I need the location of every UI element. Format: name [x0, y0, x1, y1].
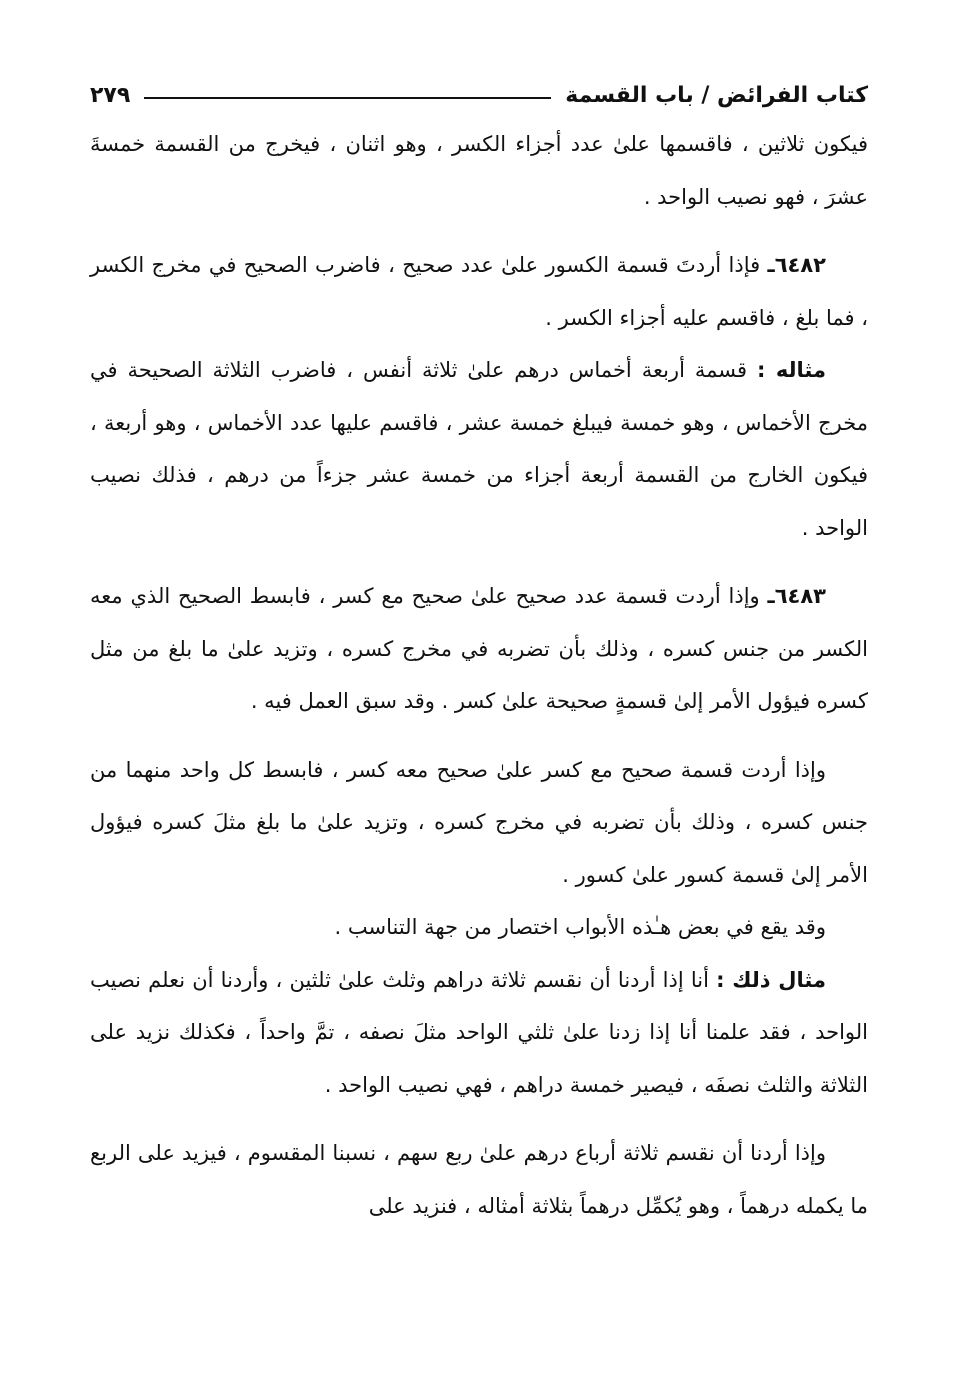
paragraph-example [90, 954, 868, 1112]
paragraph-text: وإذا أردت قسمة عدد صحيح علىٰ صحيح مع كسر ، فابسط الصحيح الذي معه الكسر من جنس كسره ، وذلك بأن تضربه في مخرج كسره ، وتزيد علىٰ ما بلغ من مثل كسره فيؤول الأمر إلىٰ قسمةٍ صحيحة علىٰ كسر . وقد سبق العمل فيه . [90, 584, 868, 713]
paragraph-text: فإذا أردتَ قسمة الكسور علىٰ عدد صحيح ، فاضرب الصحيح في مخرج الكسر ، فما بلغ ، فاقسم عليه أجزاء الكسر . [90, 253, 868, 330]
header-title: كتاب الفرائض / باب القسمة [565, 83, 868, 108]
paragraph-number: ٦٤٨٣ـ [767, 584, 826, 608]
paragraph-text-block [90, 1127, 868, 1232]
paragraph-text: وقد يقع في بعض هـٰذه الأبواب اختصار من جهة التناسب . [334, 915, 826, 939]
header-rule [144, 97, 551, 99]
paragraph-text-block [90, 744, 868, 902]
paragraph-lead: مثاله : [756, 358, 826, 382]
paragraph-6482 [90, 239, 868, 344]
paragraph-number: ٦٤٨٢ـ [767, 253, 826, 277]
paragraph-text: قسمة أربعة أخماس درهم علىٰ ثلاثة أنفس ، فاضرب الثلاثة الصحيحة في مخرج الأخماس ، وهو خمسة فيبلغ خمسة عشر ، فاقسم عليها عدد الأخماس ، وهو أربعة ، فيكون الخارج من القسمة أربعة أجزاء من خمسة عشر جزءاً من درهم ، فذلك نصيب الواحد . [90, 358, 868, 540]
paragraph-text: أنا إذا أردنا أن نقسم ثلاثة دراهم وثلث علىٰ ثلثين ، وأردنا أن نعلم نصيب الواحد ، فقد علمنا أنا إذا زدنا علىٰ ثلثي الواحد مثلَ نصفه ، تمَّ واحداً ، فكذلك نزيد على الثلاثة والثلث نصفَه ، فيصير خمسة دراهم ، فهي نصيب الواحد . [90, 967, 868, 1097]
book-page [90, 72, 868, 1232]
paragraph-text: وإذا أردت قسمة صحيح مع كسر علىٰ صحيح معه كسر ، فابسط كل واحد منهما من جنس كسره ، وذلك بأن تضربه في مخرج كسره ، وتزيد علىٰ ما بلغ مثلَ كسره فيؤول الأمر إلىٰ قسمة كسور علىٰ كسور . [90, 757, 868, 887]
page-body [90, 118, 868, 1232]
paragraph-6483 [90, 570, 868, 728]
paragraph-lead: مثال ذلك : [716, 967, 826, 992]
paragraph-text-block [90, 901, 868, 954]
paragraph-example [90, 344, 868, 554]
paragraph-text: وإذا أردنا أن نقسم ثلاثة أرباع درهم علىٰ ربع سهم ، نسبنا المقسوم ، فيزيد على الربع ما يكمله درهماً ، وهو يُكمِّل درهماً بثلاثة أمثاله ، فنزيد على [90, 1141, 868, 1218]
page-number: ٢٧٩ [90, 83, 131, 108]
paragraph-continuation [90, 118, 868, 223]
paragraph-text: فيكون ثلاثين ، فاقسمها علىٰ عدد أجزاء الكسر ، وهو اثنان ، فيخرج من القسمة خمسةَ عشرَ ، فهو نصيب الواحد . [90, 132, 868, 209]
running-header [90, 72, 868, 108]
